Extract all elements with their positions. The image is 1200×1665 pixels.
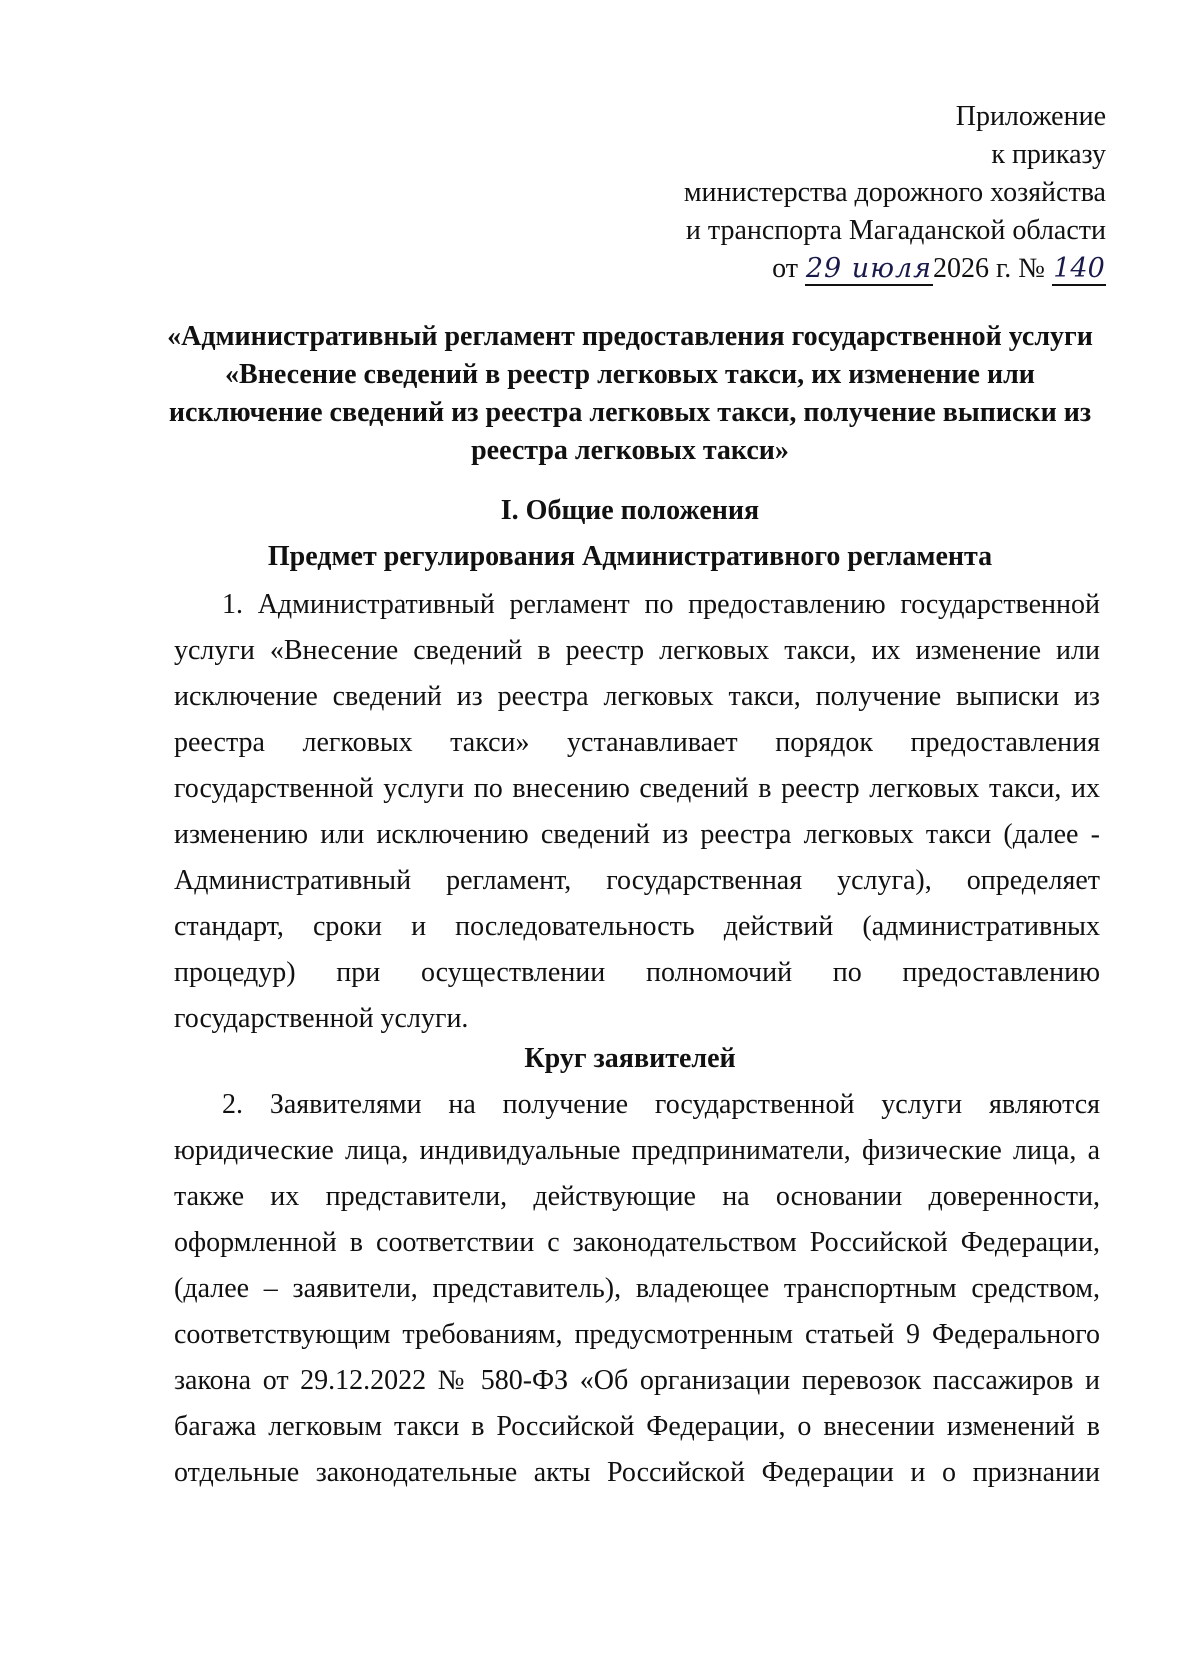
- paragraph-line: государственной услуги по внесению сведений в реестр легковых такси, их: [174, 773, 1100, 804]
- paragraph-line: отдельные законодательные акты Российской Федерации и о признании: [174, 1457, 1100, 1488]
- paragraph-line: Административный регламент, государственная услуга), определяет: [174, 865, 1100, 896]
- title-line: «Внесение сведений в реестр легковых такси, их изменение или: [225, 359, 1035, 390]
- document-title: [160, 318, 1100, 470]
- paragraph-line: 2. Заявителями на получение государственной услуги являются: [222, 1089, 1100, 1120]
- header-date-line: [684, 250, 1106, 288]
- paragraph-line: услуги «Внесение сведений в реестр легковых такси, их изменение или: [174, 635, 1100, 666]
- paragraph-line: стандарт, сроки и последовательность действий (административных: [174, 911, 1100, 942]
- paragraph-line: изменению или исключению сведений из реестра легковых такси (далее -: [174, 819, 1100, 850]
- paragraph-line: закона от 29.12.2022 № 580-ФЗ «Об организации перевозок пассажиров и: [174, 1365, 1100, 1396]
- paragraph-line: 1. Административный регламент по предоставлению государственной: [222, 589, 1100, 620]
- section-heading: I. Общие положения: [500, 495, 760, 526]
- paragraph-line: государственной услуги.: [174, 1003, 469, 1034]
- paragraph-line: юридические лица, индивидуальные предприниматели, физические лица, а: [174, 1135, 1100, 1166]
- paragraph-line: багажа легковым такси в Российской Федерации, о внесении изменений в: [174, 1411, 1100, 1442]
- paragraph-line: также их представители, действующие на основании доверенности,: [174, 1181, 1100, 1212]
- title-line: реестра легковых такси»: [471, 435, 789, 466]
- paragraph-line: исключение сведений из реестра легковых такси, получение выписки из: [174, 681, 1100, 712]
- title-line: «Административный регламент предоставления государственной услуги: [167, 321, 1093, 352]
- paragraph-line: (далее – заявители, представитель), владеющее транспортным средством,: [174, 1273, 1100, 1304]
- header-line-ministry: министерства дорожного хозяйства: [683, 177, 1106, 208]
- title-line: исключение сведений из реестра легковых такси, получение выписки из: [168, 397, 1092, 428]
- paragraph-line: соответствующим требованиям, предусмотренным статьей 9 Федерального: [174, 1319, 1100, 1350]
- paragraph-line: реестра легковых такси» устанавливает порядок предоставления: [174, 727, 1100, 758]
- paragraph-2: [174, 1082, 1100, 1496]
- handwritten-date: 29 июля: [805, 253, 933, 284]
- subsection-heading-applicants: Круг заявителей: [524, 1043, 736, 1074]
- paragraph-line: оформленной в соответствии с законодательством Российской Федерации,: [174, 1227, 1100, 1258]
- date-prefix: от: [772, 253, 798, 284]
- year-number-label: 2026 г. №: [932, 253, 1045, 284]
- approval-header: [684, 98, 1106, 288]
- handwritten-order-number: 140: [1053, 253, 1105, 284]
- paragraph-1: [174, 582, 1100, 1042]
- paragraph-line: процедур) при осуществлении полномочий по предоставлению: [174, 957, 1100, 988]
- header-line-appendix: Приложение: [955, 101, 1106, 132]
- subsection-heading-subject: Предмет регулирования Административного регламента: [267, 541, 993, 572]
- header-line-order: к приказу: [991, 139, 1106, 170]
- header-line-region: и транспорта Магаданской области: [685, 215, 1106, 246]
